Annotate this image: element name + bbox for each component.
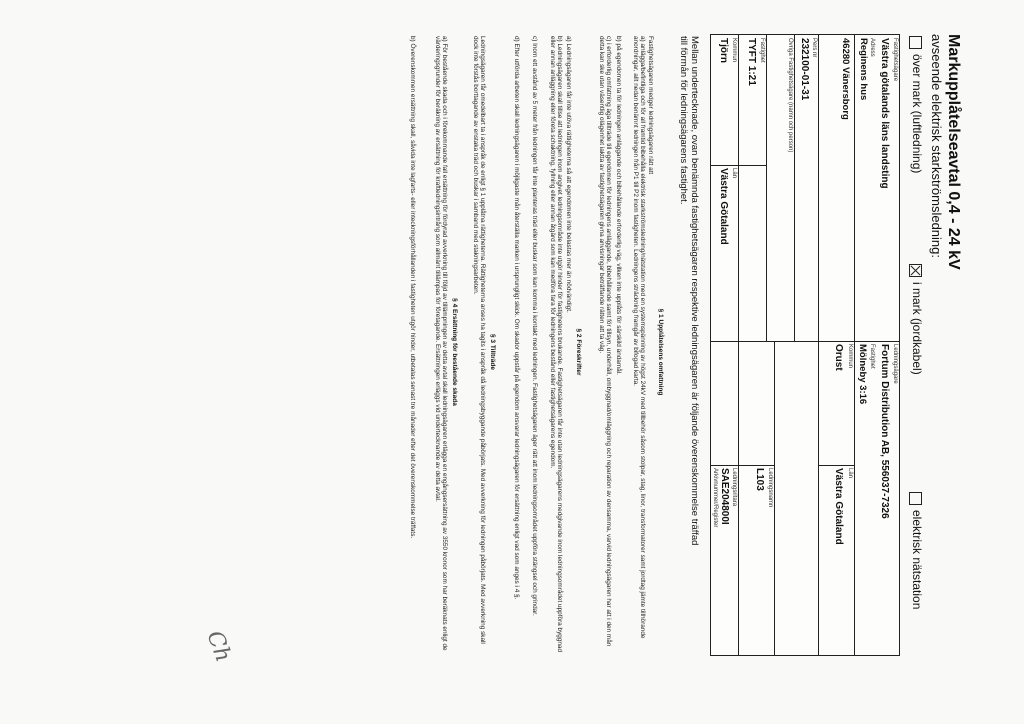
ledningsnamn: L103 <box>754 468 765 491</box>
checkbox-underground-label: i mark (jordkabel) <box>910 282 924 375</box>
owner-name: Västra götalands läns landsting <box>879 38 890 189</box>
section-2-heading: § 2 Föreskrifter <box>575 328 582 376</box>
checkbox-substation-label: elektrisk nätstation <box>910 510 924 610</box>
section-1-para-1: a) anlägga/befintliga och för all framtid bibehålla elektrisk starkströmsledning/nätstation med en systemspänning av högst 24kV med tillbehör såsom stolpar, stag, linor, transformatorer samt jordtag jämte tillhörande anordningar, allt nedan benämnt ledningen från P1 till P2 inom fastigheten. Ledningens sträckning framgår av bifogad karta. <box>631 36 646 639</box>
document-title: Markupplåtelseavtal 0,4 - 24 kV <box>945 34 962 270</box>
section-1-para-2: b) på egendomen ta för ledningen anläggande och bibehållande erforderlig väg, vilken inte upplåts för särskild ändamål. <box>615 36 622 375</box>
checkbox-underground[interactable] <box>909 264 922 277</box>
owner-pers-label: Pers nr <box>811 38 817 58</box>
operator-kommun: Orust <box>833 344 844 371</box>
operator-label: Ledningsägare <box>892 344 898 384</box>
operator-lan-label: Län <box>847 468 853 479</box>
owner-address-line2: 46280 Vänersborg <box>840 38 851 120</box>
section-2-para-3: d) Efter utförda arbeten skall ledningsägaren i möjligaste mån återställa marken i ursprungligt skick. Om skador uppstår på egendom ansvarar ledningsägaren för ersättning enligt vad som anges i 4 §. <box>513 36 520 600</box>
ledningsritara-label: Ledningsritara <box>731 468 737 507</box>
section-1-para-3: c) i erforderlig omfattning äga tillträde till egendomen för ledningens anläggande, bibehållande samt för tillsyn, underhåll, ombyggnad/omläggning och reparation av densamma, varvid ledningsägaren har att i den mån detta kan ske utan väsentlig olägenhet iaktta av fastighetsägaren givna anvisningar beträffande rätten att ta väg. <box>597 36 612 647</box>
property-fastighet-label: Fastighet <box>759 38 765 63</box>
operator-fastighet: Mölneby 3:16 <box>857 344 868 405</box>
checkbox-overhead[interactable] <box>909 36 922 49</box>
section-1-para-0: Fastighetsägaren medger ledningsägaren rätt att <box>647 36 654 175</box>
checkbox-substation[interactable] <box>909 492 922 505</box>
operator-kommun-label: Kommun <box>847 344 853 369</box>
handwritten-initials: Ch <box>201 627 236 666</box>
arkivnummer-label: Arkivnummer/Register <box>712 468 718 528</box>
ledningsnamn-label: Ledningsnamn <box>767 468 773 508</box>
checkbox-overhead-label: över mark (luftledning) <box>910 54 924 174</box>
section-3-heading: § 3 Tillträde <box>489 333 496 370</box>
property-lan: Västra Götaland <box>718 168 729 245</box>
ledningsritara: SAE204800I <box>719 468 730 525</box>
property-kommun-label: Kommun <box>731 38 737 63</box>
form-grid <box>710 34 900 656</box>
section-2-para-1: b) Ledningsägaren skall tillse att ledningen inom angivet ledningsområde inte utgör hinder för fastighetens brukande. Fastighetsägaren får inte utan ledningsägarens medgivande inom ledningsområdet uppföra byggnad eller annan anläggning eller företa schaktning, fyllning eller annan åtgärd som kan medföra fara för ledningens bestånd eller fastighetsägarens egendom. <box>548 36 563 653</box>
owner-address-line1: Reginens hus <box>858 38 869 101</box>
document-subtitle: avseende elektrisk starkströmsledning: <box>929 34 944 258</box>
other-owners-label: Övriga Fastighetsägare (namn och person) <box>787 38 793 153</box>
section-2-para-2: c) Inom ett avstånd av 5 meter från ledningen får inte planteras träd eller buskar som kan komma i kontakt med ledningen. Fastighetsägaren äger rätt att inom ledningsområdet uppföra stängsel och grindar. <box>531 36 538 616</box>
owner-label: Fastighetsägare <box>892 38 898 82</box>
operator-name: Fortum Distribution AB, 556037-7326 <box>879 344 890 519</box>
operator-fastighet-label: Fastighet <box>869 344 875 369</box>
owner-address-label: Adress <box>869 38 875 57</box>
section-4-para-0: a) För bestående skada och i förekommande fall ersättning för fördyrad avverkning till följd av tillämpningen av detta avtal skall ledningsägaren erlägga en engångsersättning av 3550 kronor som har beräknats enligt de värderingsgrunder för beräkning av ersättning för kraftledningsintrång som allmänt tillämpas för företagande. Ersättningen erläggs vid undertecknande av detta avtal. <box>433 36 448 651</box>
property-kommun: Tjörn <box>718 38 729 63</box>
section-4-para-1: b) Överenskommen ersättning skall, såvida inte lagfarts- eller inteckningsförhållanden i fastigheten utgör hinder, utbetalas senast tre månader efter det överenskommelse träffats. <box>409 36 416 539</box>
rotated-document <box>202 32 962 672</box>
section-1-heading: § 1 Upplåtelsens omfattning <box>657 308 664 396</box>
property-fastighet: TYFT 1:21 <box>746 38 757 86</box>
intro-text: Mellan undertecknade, ovan benämnda fastighetsägaren respektive ledningsägaren är följande överenskommelse träffad till förmån för ledningsägarens fastighet. <box>678 36 700 546</box>
owner-pers-value: 232100-01-31 <box>799 38 810 101</box>
section-2-para-0: a) Ledningsägaren får inte utöva rättigheterna så att egendomen inte belastas mer än nödvändigt. <box>565 36 572 313</box>
operator-lan: Västra Götaland <box>833 468 844 545</box>
property-lan-label: Län <box>731 168 737 179</box>
section-3-para-0: Ledningsägaren får omedelbart ta i anspråk de enligt § 1 upplåtna rättigheterna. Rättigheterna anses ha tagits i anspråk då ledningsbyggande påbörjats. Med avverkning för ledningen påbörjats. Med avverkning skall dock inte förstås borttagande av enstaka träd och buskar i samband med stakningsarbeten. <box>471 36 486 644</box>
section-4-heading: § 4 Ersättning för bestående skada <box>451 298 458 406</box>
